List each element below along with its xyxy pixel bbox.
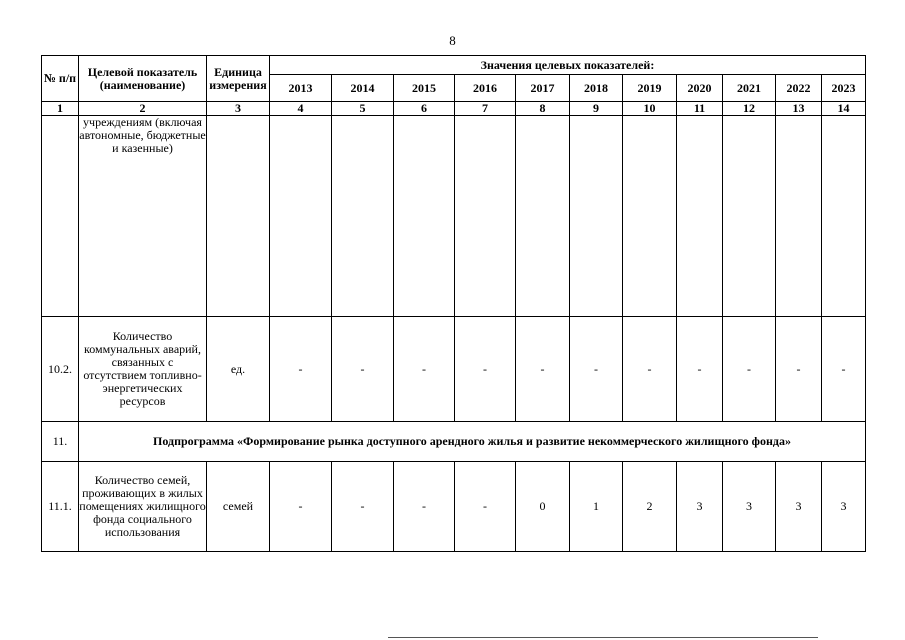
value-cell bbox=[455, 116, 516, 317]
column-number: 6 bbox=[394, 102, 455, 116]
column-number: 7 bbox=[455, 102, 516, 116]
value-cell: - bbox=[623, 317, 677, 422]
column-number: 12 bbox=[723, 102, 776, 116]
row-indicator: Количество семей, проживающих в жилых помещениях жилищного фонда социального использования bbox=[79, 462, 207, 552]
header-number: № п/п bbox=[42, 56, 79, 102]
year-header: 2019 bbox=[623, 75, 677, 102]
year-header: 2020 bbox=[677, 75, 723, 102]
value-cell: 3 bbox=[723, 462, 776, 552]
value-cell: 0 bbox=[516, 462, 570, 552]
row-number: 11.1. bbox=[42, 462, 79, 552]
value-cell bbox=[570, 116, 623, 317]
column-number: 11 bbox=[677, 102, 723, 116]
header-row-1 bbox=[42, 56, 866, 75]
header-values: Значения целевых показателей: bbox=[270, 56, 866, 75]
value-cell bbox=[822, 116, 866, 317]
row-unit: ед. bbox=[207, 317, 270, 422]
value-cell: - bbox=[822, 317, 866, 422]
column-number: 10 bbox=[623, 102, 677, 116]
column-number: 13 bbox=[776, 102, 822, 116]
value-cell: - bbox=[776, 317, 822, 422]
value-cell bbox=[516, 116, 570, 317]
column-number: 4 bbox=[270, 102, 332, 116]
row-number: 10.2. bbox=[42, 317, 79, 422]
value-cell: - bbox=[677, 317, 723, 422]
year-header: 2017 bbox=[516, 75, 570, 102]
header-unit: Единица измерения bbox=[207, 56, 270, 102]
row-number bbox=[42, 116, 79, 317]
row-unit bbox=[207, 116, 270, 317]
value-cell: 3 bbox=[776, 462, 822, 552]
table-row bbox=[42, 116, 866, 317]
scan-edge-line bbox=[388, 637, 818, 638]
column-number: 8 bbox=[516, 102, 570, 116]
subprogram-number: 11. bbox=[42, 422, 79, 462]
value-cell bbox=[776, 116, 822, 317]
value-cell: - bbox=[516, 317, 570, 422]
subprogram-title: Подпрограмма «Формирование рынка доступного арендного жилья и развитие некоммерческого жилищного фонда» bbox=[79, 422, 866, 462]
value-cell: - bbox=[455, 317, 516, 422]
value-cell bbox=[677, 116, 723, 317]
table-row bbox=[42, 317, 866, 422]
value-cell bbox=[270, 116, 332, 317]
target-indicators-table bbox=[41, 55, 866, 552]
column-number: 14 bbox=[822, 102, 866, 116]
year-header: 2015 bbox=[394, 75, 455, 102]
value-cell: 1 bbox=[570, 462, 623, 552]
value-cell: - bbox=[270, 462, 332, 552]
row-unit: семей bbox=[207, 462, 270, 552]
table-row bbox=[42, 462, 866, 552]
value-cell bbox=[332, 116, 394, 317]
value-cell: - bbox=[394, 317, 455, 422]
value-cell: - bbox=[270, 317, 332, 422]
column-number: 3 bbox=[207, 102, 270, 116]
value-cell bbox=[723, 116, 776, 317]
header-indicator: Целевой показатель (наименование) bbox=[79, 56, 207, 102]
value-cell: 3 bbox=[822, 462, 866, 552]
value-cell: - bbox=[723, 317, 776, 422]
value-cell: - bbox=[332, 317, 394, 422]
year-header: 2023 bbox=[822, 75, 866, 102]
value-cell: - bbox=[570, 317, 623, 422]
column-number: 9 bbox=[570, 102, 623, 116]
subprogram-row bbox=[42, 422, 866, 462]
column-number-row bbox=[42, 102, 866, 116]
value-cell: - bbox=[394, 462, 455, 552]
column-number: 1 bbox=[42, 102, 79, 116]
value-cell: - bbox=[455, 462, 516, 552]
column-number: 2 bbox=[79, 102, 207, 116]
value-cell: 2 bbox=[623, 462, 677, 552]
row-indicator: Количество коммунальных аварий, связанных с отсутствием топливно-энергетических ресурсов bbox=[79, 317, 207, 422]
year-header: 2018 bbox=[570, 75, 623, 102]
row-indicator: учреждениям (включая автономные, бюджетные и казенные) bbox=[79, 116, 207, 317]
column-number: 5 bbox=[332, 102, 394, 116]
value-cell bbox=[394, 116, 455, 317]
year-header: 2021 bbox=[723, 75, 776, 102]
year-header: 2014 bbox=[332, 75, 394, 102]
page-number: 8 bbox=[449, 33, 456, 48]
year-header: 2013 bbox=[270, 75, 332, 102]
value-cell: 3 bbox=[677, 462, 723, 552]
value-cell bbox=[623, 116, 677, 317]
year-header: 2016 bbox=[455, 75, 516, 102]
value-cell: - bbox=[332, 462, 394, 552]
year-header: 2022 bbox=[776, 75, 822, 102]
